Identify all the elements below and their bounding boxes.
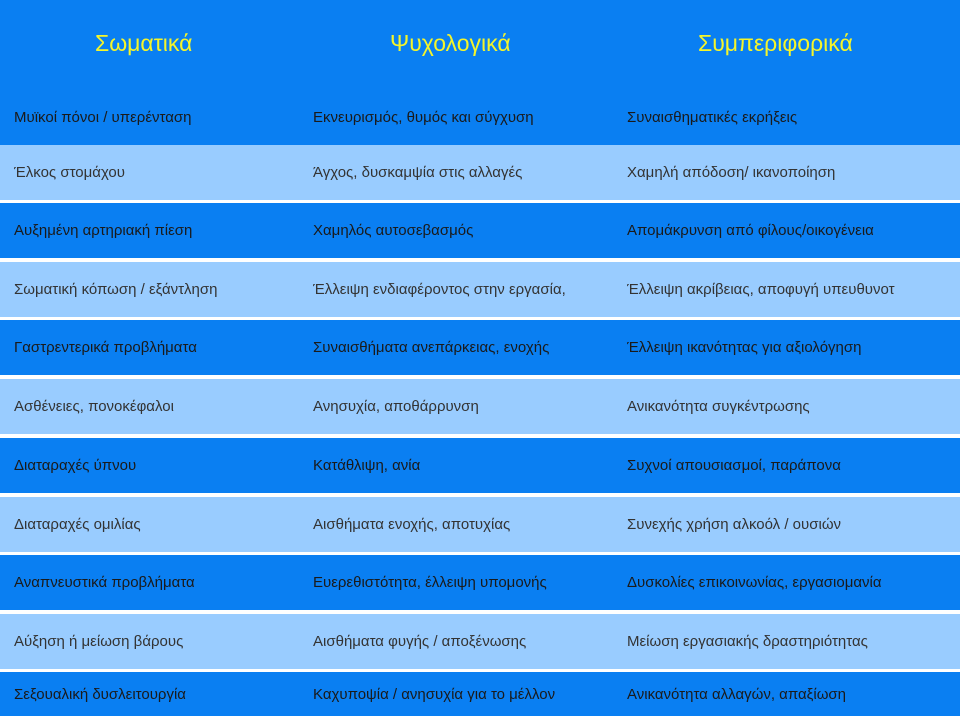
cell-somatic: Αύξηση ή μείωση βάρους xyxy=(14,633,184,650)
table-row xyxy=(0,379,960,434)
table-header-row xyxy=(0,0,960,90)
cell-somatic: Ασθένειες, πονοκέφαλοι xyxy=(14,398,174,415)
cell-somatic: Αυξημένη αρτηριακή πίεση xyxy=(14,222,193,239)
cell-psychological: Ευερεθιστότητα, έλλειψη υπομονής xyxy=(313,574,547,591)
table-row xyxy=(0,320,960,375)
cell-behavioral: Απομάκρυνση από φίλους/οικογένεια xyxy=(627,222,874,239)
cell-psychological: Συναισθήματα ανεπάρκειας, ενοχής xyxy=(313,339,550,356)
header-behavioral: Συμπεριφορικά xyxy=(698,30,853,56)
cell-behavioral: Ανικανότητα συγκέντρωσης xyxy=(627,398,810,415)
table-row xyxy=(0,614,960,669)
cell-somatic: Γαστρεντερικά προβλήματα xyxy=(14,339,197,356)
cell-psychological: Αισθήματα ενοχής, αποτυχίας xyxy=(313,516,511,533)
cell-behavioral: Έλλειψη ικανότητας για αξιολόγηση xyxy=(627,339,862,356)
header-psychological: Ψυχολογικά xyxy=(390,30,511,56)
cell-psychological: Έλλειψη ενδιαφέροντος στην εργασία, xyxy=(313,281,566,298)
cell-psychological: Καχυποψία / ανησυχία για το μέλλον xyxy=(313,685,556,703)
cell-somatic: Σεξουαλική δυσλειτουργία xyxy=(14,685,186,703)
cell-psychological: Αισθήματα φυγής / αποξένωσης xyxy=(313,633,527,650)
table-row xyxy=(0,262,960,317)
table-row xyxy=(0,90,960,145)
table-row xyxy=(0,203,960,258)
cell-behavioral: Συναισθηματικές εκρήξεις xyxy=(627,109,798,126)
cell-psychological: Άγχος, δυσκαμψία στις αλλαγές xyxy=(313,164,523,181)
table-row xyxy=(0,555,960,610)
table-row xyxy=(0,438,960,493)
cell-somatic: Διαταραχές ομιλίας xyxy=(14,516,141,533)
cell-behavioral: Έλλειψη ακρίβειας, αποφυγή υπευθυνοτ xyxy=(627,281,895,298)
cell-somatic: Έλκος στομάχου xyxy=(14,164,125,181)
cell-behavioral: Χαμηλή απόδοση/ ικανοποίηση xyxy=(627,164,836,181)
cell-behavioral: Δυσκολίες επικοινωνίας, εργασιομανία xyxy=(627,574,882,591)
cell-somatic: Μυϊκοί πόνοι / υπερένταση xyxy=(14,109,192,126)
table-row xyxy=(0,497,960,552)
cell-somatic: Διαταραχές ύπνου xyxy=(14,457,137,474)
cell-psychological: Εκνευρισμός, θυμός και σύγχυση xyxy=(313,109,534,126)
table-row xyxy=(0,145,960,200)
cell-psychological: Ανησυχία, αποθάρρυνση xyxy=(313,398,479,415)
cell-somatic: Αναπνευστικά προβλήματα xyxy=(14,574,195,591)
cell-somatic: Σωματική κόπωση / εξάντληση xyxy=(14,281,218,298)
header-somatic: Σωματικά xyxy=(95,30,193,56)
cell-behavioral: Ανικανότητα αλλαγών, απαξίωση xyxy=(627,685,847,703)
cell-psychological: Χαμηλός αυτοσεβασμός xyxy=(313,222,474,239)
cell-psychological: Κατάθλιψη, ανία xyxy=(313,457,421,474)
cell-behavioral: Συνεχής χρήση αλκοόλ / ουσιών xyxy=(627,516,842,533)
cell-behavioral: Μείωση εργασιακής δραστηριότητας xyxy=(627,633,868,650)
table-row xyxy=(0,672,960,716)
cell-behavioral: Συχνοί απουσιασμοί, παράπονα xyxy=(627,457,841,474)
